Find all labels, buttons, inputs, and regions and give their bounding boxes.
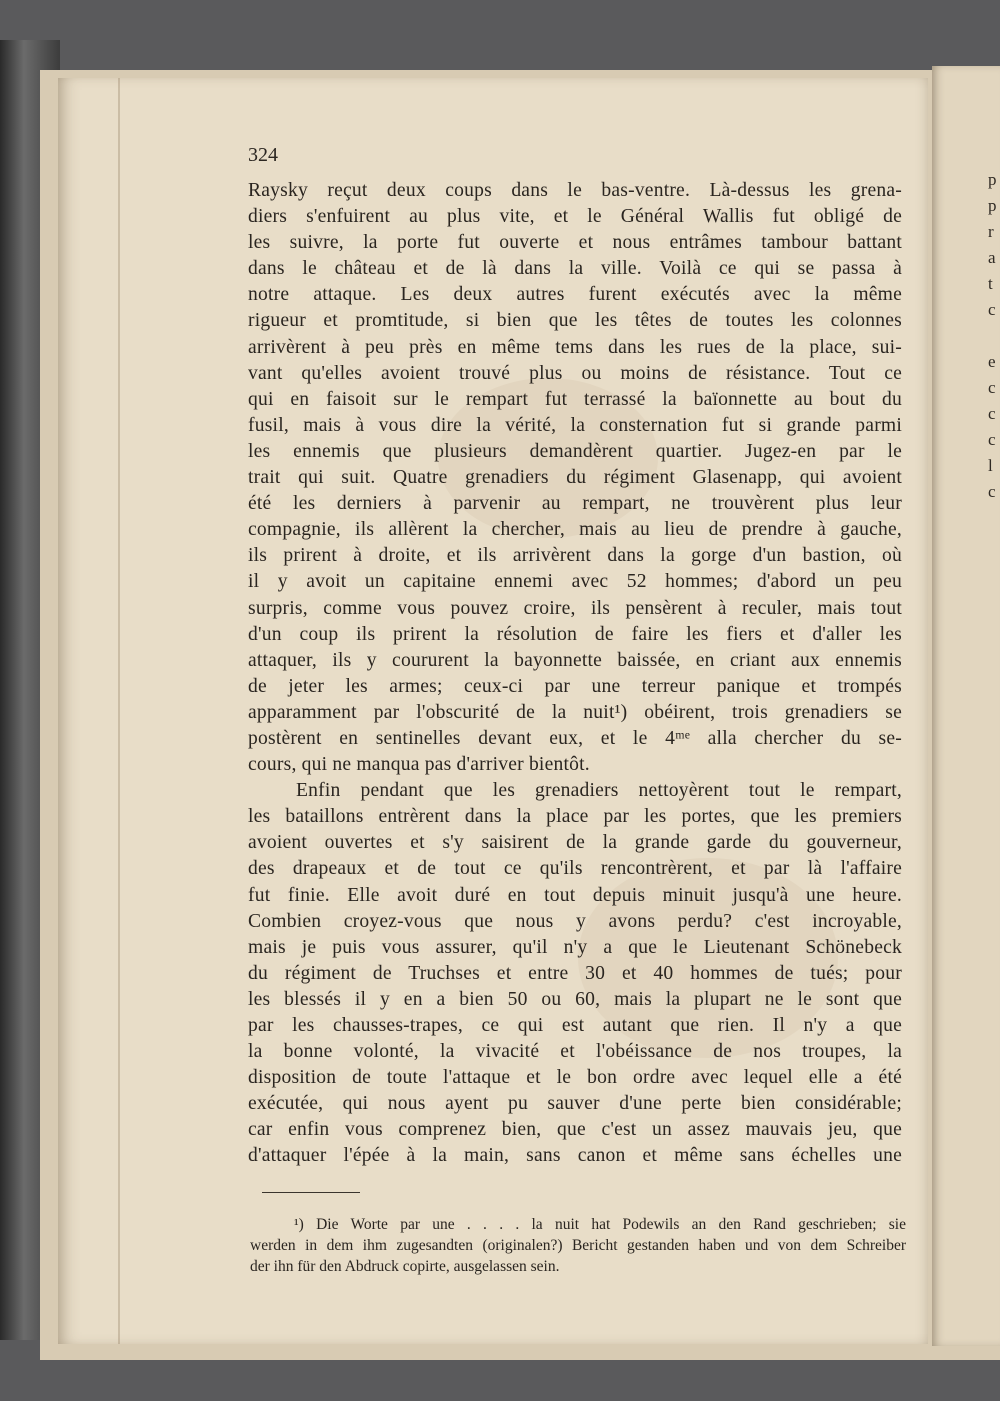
text-line: du régiment de Truchses et entre 30 et 40 hommes de tués; pour — [248, 962, 902, 984]
text-line: les ennemis que plusieurs demandèrent quartier. Jugez-en par le — [248, 440, 902, 462]
facing-page-fragment: c — [988, 378, 996, 397]
text-line: la bonne volonté, la vivacité et l'obéissance de nos troupes, la — [248, 1041, 902, 1063]
text-line: vant qu'elles avoient trouvé plus ou moins de résistance. Tout ce — [248, 362, 902, 384]
text-line: notre attaque. Les deux autres furent exécutés avec la même — [248, 284, 902, 306]
facing-page-fragment: a — [988, 248, 996, 267]
facing-page-fragment: c — [988, 430, 996, 449]
text-line: disposition de toute l'attaque et le bon ordre avec lequel elle a été — [248, 1067, 902, 1089]
text-line: mais je puis vous assurer, qu'il n'y a que le Lieutenant Schönebeck — [248, 936, 902, 958]
text-line: les suivre, la porte fut ouverte et nous entrâmes tambour battant — [248, 232, 902, 254]
text-line: surpris, comme vous pouvez croire, ils pensèrent à reculer, mais tout — [248, 597, 902, 619]
body-text — [248, 178, 902, 1170]
text-line: qui en faisoit sur le rempart fut terrassé la baïonnette au bout du — [248, 388, 902, 410]
facing-page-fragment: c — [988, 300, 996, 319]
text-line: les blessés il y en a bien 50 ou 60, mais la plupart ne le sont que — [248, 988, 902, 1010]
text-line: compagnie, ils allèrent la chercher, mais au lieu de prendre à gauche, — [248, 519, 902, 541]
text-line: Combien croyez-vous que nous y avons perdu? c'est incroyable, — [248, 910, 902, 932]
footnote-line: werden in dem ihm zugesandten (originalen?) Bericht gestanden haben und von dem Schreiber — [250, 1237, 906, 1254]
text-line: avoient ouvertes et s'y saisirent de la grande garde du gouverneur, — [248, 832, 902, 854]
text-line: des drapeaux et de tout ce qu'ils rencontrèrent, et par là l'affaire — [248, 858, 902, 880]
page-number: 324 — [248, 144, 278, 166]
facing-page-edge — [932, 66, 1000, 1346]
footnote-line: der ihn für den Abdruck copirte, ausgelassen sein. — [250, 1258, 560, 1275]
footnote-divider — [262, 1192, 360, 1193]
facing-page-fragment: c — [988, 482, 996, 501]
facing-page-fragment: l — [988, 456, 993, 475]
text-line: d'un coup ils prirent la résolution de faire les fiers et d'aller les — [248, 623, 902, 645]
facing-page-fragment: p — [988, 196, 997, 215]
text-line: postèrent en sentinelles devant eux, et le 4ᵐᵉ alla chercher du se- — [248, 727, 902, 749]
facing-page-fragment: e — [988, 352, 996, 371]
footnote — [250, 1214, 906, 1277]
text-line: été les derniers à parvenir au rempart, ne trouvèrent plus leur — [248, 493, 902, 515]
footnote-line: ¹) Die Worte par une . . . . la nuit hat Podewils an den Rand geschrieben; sie — [294, 1216, 906, 1233]
text-line: arrivèrent à peu près en même tems dans les rues de la place, sui- — [248, 336, 902, 358]
text-line: fusil, mais à vous dire la vérité, la consternation fut si grande parmi — [248, 414, 902, 436]
text-line: exécutée, qui nous ayent pu sauver d'une perte bien considérable; — [248, 1093, 902, 1115]
text-line: apparamment par l'obscurité de la nuit¹) obéirent, trois grenadiers se — [248, 701, 902, 723]
text-line: par les chausses-trapes, ce qui est autant que rien. Il n'y a que — [248, 1015, 902, 1036]
text-line: rigueur et promtitude, si bien que les têtes de toutes les colonnes — [248, 310, 902, 332]
text-line: car enfin vous comprenez bien, que c'est un assez mauvais jeu, que — [248, 1119, 902, 1141]
text-line: d'attaquer l'épée à la main, sans canon et même sans échelles une — [248, 1145, 902, 1167]
text-line: trait qui suit. Quatre grenadiers du régiment Glasenapp, qui avoient — [248, 467, 902, 489]
facing-page-fragment: r — [988, 222, 994, 241]
page-gutter — [118, 78, 120, 1344]
text-line: ils prirent à droite, et ils arrivèrent dans la gorge d'un bastion, où — [248, 545, 902, 567]
text-line: attaquer, ils y coururent la bayonnette baissée, en criant aux ennemis — [248, 649, 902, 671]
text-line: de jeter les armes; ceux-ci par une terreur panique et trompés — [248, 675, 902, 697]
text-line: fut finie. Elle avoit duré en tout depuis minuit jusqu'à une heure. — [248, 884, 902, 906]
text-line: cours, qui ne manqua pas d'arriver bientôt. — [248, 754, 590, 776]
text-line: il y avoit un capitaine ennemi avec 52 hommes; d'abord un peu — [248, 571, 902, 593]
text-line: dans le château et de là dans la ville. Voilà ce qui se passa à — [248, 258, 902, 280]
text-line: diers s'enfuirent au plus vite, et le Général Wallis fut obligé de — [248, 206, 902, 228]
facing-page-fragment: t — [988, 274, 993, 293]
text-line: Raysky reçut deux coups dans le bas-ventre. Là-dessus les grena- — [248, 180, 902, 201]
text-line: les bataillons entrèrent dans la place par les portes, que les premiers — [248, 806, 902, 828]
facing-page-fragment: c — [988, 404, 996, 423]
facing-page-fragment: p — [988, 170, 997, 189]
text-line: Enfin pendant que les grenadiers nettoyèrent tout le rempart, — [296, 780, 902, 802]
